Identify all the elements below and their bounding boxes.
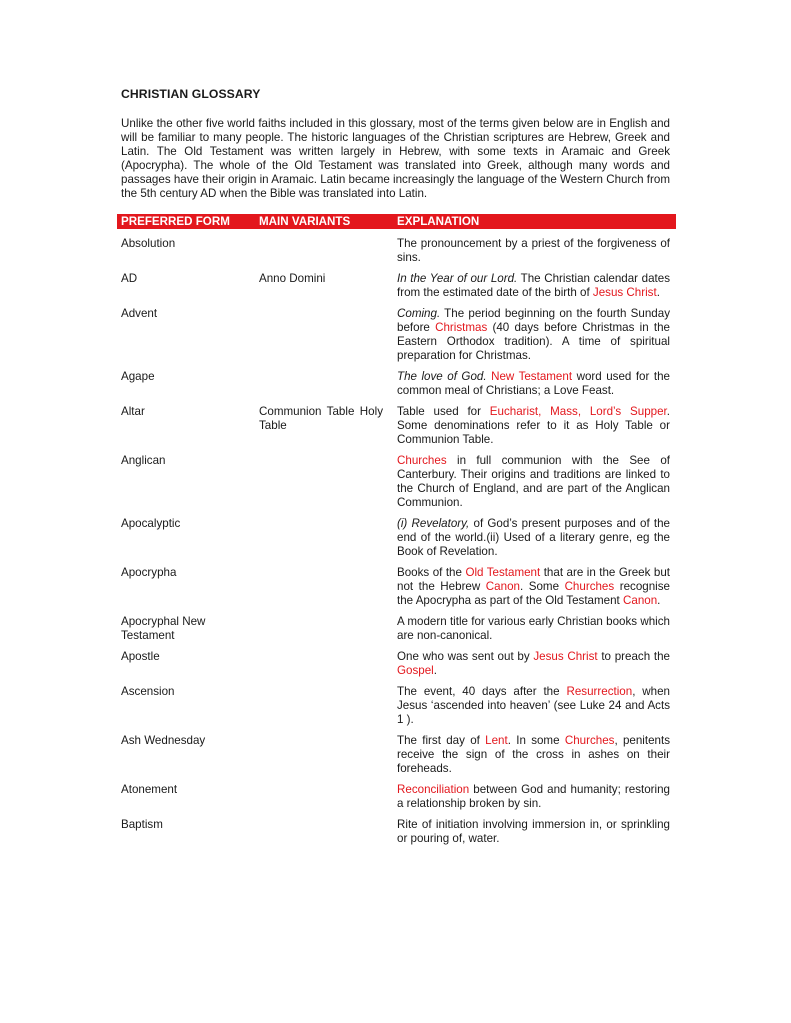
explanation-text: , penitents receive the sign of the cross in ashes on their foreheads. [397,734,671,775]
term-cell: Ash Wednesday [121,734,206,747]
table-row [121,734,676,776]
term-cell: Absolution [121,237,176,250]
italic-gloss: (i) Revelatory, [397,517,470,530]
table-row [121,272,676,300]
term-cell: Apocrypha [121,566,177,579]
explanation-text: A modern title for various early Christian books which are non-canonical. [397,615,670,642]
glossary-table [121,237,676,853]
explanation-cell [397,734,670,776]
explanation-text: . [656,286,660,299]
table-row [121,783,676,811]
italic-gloss: The love of God. [397,370,487,383]
explanation-text: . [433,664,437,677]
explanation-text: , when Jesus ‘ascended into heaven’ (see Luke 24 and Acts 1 ). [397,685,670,726]
cross-reference-link: Eucharist, Mass, Lord’s Supper [489,405,667,418]
term-cell: Apocryphal New Testament [121,615,206,642]
explanation-cell [397,566,670,608]
term-cell: Altar [121,405,145,418]
cross-reference-link: Canon [623,594,658,607]
term-cell: Anglican [121,454,166,467]
explanation-text: of God’s present purposes and of the end of the world.(ii) Used of a literary genre, eg the Book of Revelation. [397,517,671,558]
cross-reference-link: Jesus Christ [592,286,657,299]
term-cell: Apostle [121,650,160,663]
italic-gloss: In the Year of our Lord. [397,272,518,285]
explanation-cell [397,272,670,300]
term-cell: Ascension [121,685,175,698]
explanation-cell [397,370,670,398]
explanation-text: Table used for [397,405,490,418]
explanation-cell [397,615,670,643]
explanation-text: The pronouncement by a priest of the forgiveness of sins. [397,237,670,264]
cross-reference-link: New Testament [491,370,573,383]
term-cell: Agape [121,370,155,383]
explanation-text: The event, 40 days after the [397,685,567,698]
term-cell: Atonement [121,783,178,796]
explanation-text: to preach the [597,650,670,663]
table-row [121,818,676,846]
table-row [121,566,676,608]
table-row [121,307,676,363]
explanation-cell [397,307,670,363]
term-cell: AD [121,272,138,285]
intro-paragraph: Unlike the other five world faiths included in this glossary, most of the terms given below are in English and will be familiar to many people. The historic languages of the Christian scriptures are Hebrew, Greek and Latin. The Old Testament was written largely in Hebrew, with some texts in Aramaic and Greek (Apocrypha). The whole of the Old Testament was translated into Greek, although many words and passages have their origin in Aramaic. Latin became increasingly the language of the Western Church from the 5th century AD when the Bible was translated into Latin. [121,117,670,200]
cross-reference-link: Jesus Christ [533,650,598,663]
explanation-cell [397,405,670,447]
table-header [117,214,676,229]
header-explanation: EXPLANATION [397,215,480,228]
variant-cell: Anno Domini [259,272,326,285]
cross-reference-link: Churches [397,454,447,467]
cross-reference-link: Reconciliation [397,783,470,796]
explanation-text: between God and humanity; restoring a relationship broken by sin. [397,783,670,810]
explanation-cell [397,818,670,846]
page-title: CHRISTIAN GLOSSARY [121,87,261,101]
explanation-text: (40 days before Christmas in the Eastern Orthodox tradition). A time of spiritual preparation for Christmas. [397,321,670,362]
variant-cell: Communion Table Holy Table [259,405,383,432]
explanation-text: . [657,594,661,607]
explanation-cell [397,237,670,265]
explanation-text: in full communion with the See of Canterbury. Their origins and traditions are linked to the Church of England, and are part of the Anglican Communion. [397,454,670,509]
cross-reference-link: Canon [485,580,520,593]
table-row [121,237,676,265]
explanation-text: . Some [519,580,565,593]
explanation-text: that are in the Greek but not the Hebrew [397,566,670,593]
explanation-text: Books of the [397,566,466,579]
table-row [121,650,676,678]
table-row [121,517,676,559]
explanation-text: The Christian calendar dates from the estimated date of the birth of [397,272,670,299]
cross-reference-link: Resurrection [566,685,633,698]
table-row [121,685,676,727]
explanation-text: . In some [507,734,565,747]
term-cell: Baptism [121,818,163,831]
header-preferred-form: PREFERRED FORM [121,215,230,228]
table-row [121,405,676,447]
explanation-cell [397,783,670,811]
explanation-cell [397,454,670,510]
table-row [121,370,676,398]
cross-reference-link: Old Testament [465,566,541,579]
explanation-cell [397,517,670,559]
header-main-variants: MAIN VARIANTS [259,215,351,228]
term-cell: Apocalyptic [121,517,181,530]
cross-reference-link: Churches [564,580,615,593]
explanation-text: The first day of [397,734,486,747]
explanation-text: Rite of initiation involving immersion in, or sprinkling or pouring of, water. [397,818,670,845]
explanation-text: word used for the common meal of Christians; a Love Feast. [397,370,670,397]
cross-reference-link: Gospel [397,664,434,677]
table-row [121,454,676,510]
explanation-text: . Some denominations refer to it as Holy Table or Communion Table. [397,405,670,446]
cross-reference-link: Lent [485,734,508,747]
explanation-text: The period beginning on the fourth Sunday before [397,307,670,334]
explanation-cell [397,650,670,678]
explanation-cell [397,685,670,727]
italic-gloss: Coming. [397,307,441,320]
cross-reference-link: Christmas [435,321,488,334]
explanation-text: recognise the Apocrypha as part of the Old Testament [397,580,670,607]
explanation-text: One who was sent out by [397,650,534,663]
cross-reference-link: Churches [564,734,615,747]
term-cell: Advent [121,307,158,320]
table-row [121,615,676,643]
